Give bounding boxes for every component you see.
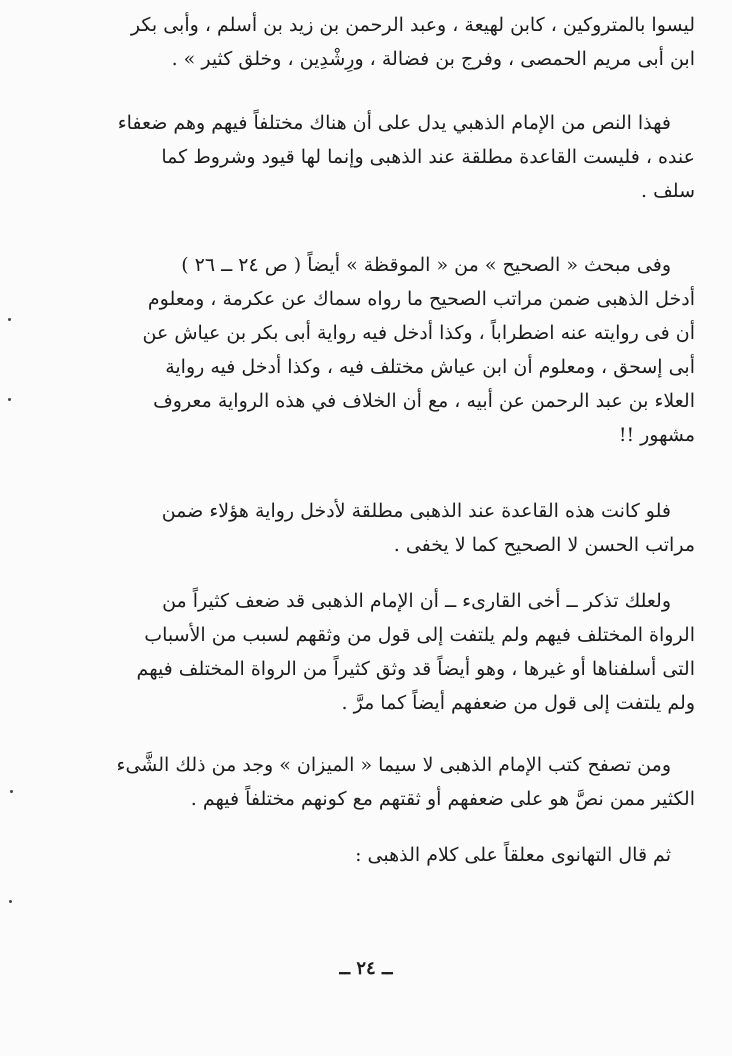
text-line: ومن تصفح كتب الإمام الذهبى لا سيما « الميزان » وجد من ذلك الشَّىء <box>116 754 671 776</box>
text-line: أبى إسحق ، ومعلوم أن ابن عياش مختلف فيه ، وكذا أدخل فيه رواية <box>165 356 695 378</box>
text-line: فلو كانت هذه القاعدة عند الذهبى مطلقة لأدخل رواية هؤلاء ضمن <box>161 500 671 522</box>
text-line: أن فى روايته عنه اضطراباً ، وكذا أدخل فيه رواية أبى بكر بن عياش عن <box>142 322 695 344</box>
text-line: عنده ، فليست القاعدة مطلقة عند الذهبى وإنما لها قيود وشروط كما <box>161 146 695 168</box>
paragraph-1 <box>110 8 695 76</box>
text-line: ثم قال التهانوى معلقاً على كلام الذهبى : <box>355 844 671 866</box>
text-line: ابن أبى مريم الحمصى ، وفرج بن فضالة ، ورِشْدِين ، وخلق كثير » . <box>171 48 695 70</box>
text-line: الكثير ممن نصَّ هو على ضعفهم أو ثقتهم مع كونهم مختلفاً فيهم . <box>190 788 695 810</box>
paragraph-6 <box>110 748 695 816</box>
text-line: فهذا النص من الإمام الذهبي يدل على أن هناك مختلفاً فيهم وهم ضعفاء <box>117 112 671 134</box>
paragraph-2 <box>110 106 695 208</box>
paragraph-3 <box>110 248 695 452</box>
paragraph-5 <box>110 584 695 720</box>
paragraph-7 <box>110 838 695 872</box>
scan-speck <box>9 900 12 903</box>
text-line: وفى مبحث « الصحيح » من « الموقظة » أيضاً ( ص ٢٤ ــ ٢٦ ) <box>181 254 671 276</box>
text-line: ليسوا بالمتروكين ، كابن لهيعة ، وعبد الرحمن بن زيد بن أسلم ، وأبى بكر <box>130 14 695 36</box>
text-line: مشهور !! <box>618 424 695 446</box>
text-line: ولعلك تذكر ــ أخى القارىء ــ أن الإمام الذهبى قد ضعف كثيراً من <box>162 590 671 612</box>
text-line: مراتب الحسن لا الصحيح كما لا يخفى . <box>393 534 695 556</box>
text-line: التى أسلفناها أو غيرها ، وهو أيضاً قد وثق كثيراً من الرواة المختلف فيهم <box>136 658 695 680</box>
scan-speck <box>10 790 13 793</box>
text-line: الرواة المختلف فيهم ولم يلتفت إلى قول من وثقهم لسبب من الأسباب <box>144 624 695 646</box>
text-line: أدخل الذهبى ضمن مراتب الصحيح ما رواه سماك عن عكرمة ، ومعلوم <box>147 288 695 310</box>
text-line: العلاء بن عبد الرحمن عن أبيه ، مع أن الخلاف في هذه الرواية معروف <box>153 390 695 412</box>
text-line: ولم يلتفت إلى قول من ضعفهم أيضاً كما مرَّ . <box>341 692 695 714</box>
paragraph-4 <box>110 494 695 562</box>
scan-speck <box>8 318 11 321</box>
page-number: ــ ٢٤ ــ <box>339 958 393 979</box>
scan-speck <box>8 398 11 401</box>
text-line: سلف . <box>641 180 695 202</box>
